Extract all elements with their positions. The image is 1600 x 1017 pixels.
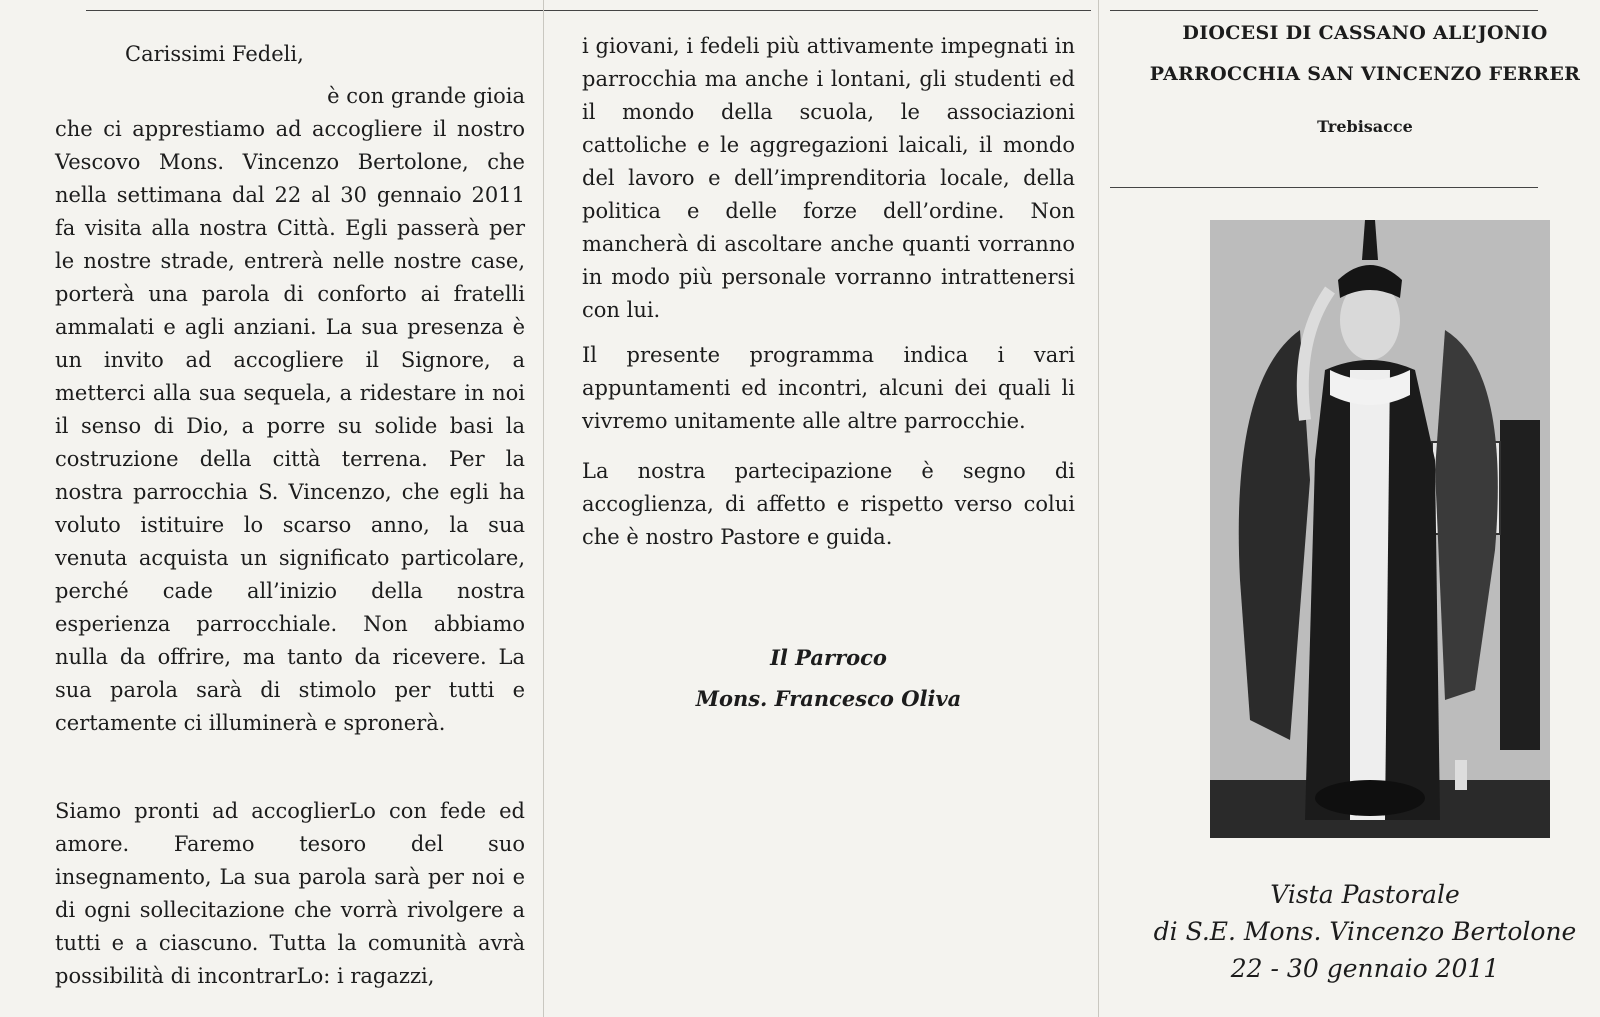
- paragraph-body-2: Siamo pronti ad accoglierLo con fede ed amore. Faremo tesoro del suo insegnamento, La sua parola sarà per noi e di ogni sollecitazione che vorrà rivolgere a tutti e a ciascuno. Tutta la comunità avrà possibilità di incontrarLo: i ragazzi,: [55, 799, 525, 988]
- town-name: Trebisacce: [1317, 117, 1413, 136]
- paragraph-program: Il presente programma indica i vari appuntamenti ed incontri, alcuni dei quali li vivremo unitamente alle altre parrocchie.: [582, 343, 1075, 433]
- fold-line-1: [543, 0, 544, 1017]
- saint-statue-photo: [1210, 220, 1550, 838]
- paragraph-participation: La nostra partecipazione è segno di accoglienza, di affetto e rispetto verso colui che è nostro Pastore e guida.: [582, 459, 1075, 549]
- paragraph-body: che ci apprestiamo ad accogliere il nostro Vescovo Mons. Vincenzo Bertolone, che nella settimana dal 22 al 30 gennaio 2011 fa visita alla nostra Città. Egli passerà per le nostre strade, entrerà nelle nostre case, porterà una parola di conforto ai fratelli ammalati e agli anziani. La sua presenza è un invito ad accogliere il Signore, a metterci alla sua sequela, a ridestare in noi il senso di Dio, a porre su solide basi la costruzione della città terrena. Per la nostra parrocchia S. Vincenzo, che egli ha voluto istituire lo scarso anno, la sua venuta acquista un significato particolare, perché cade all’inizio della nostra esperienza parrocchiale. Non abbiamo nulla da offrire, ma tanto da ricevere. La sua parola sarà di stimolo per tutti e certamente ci illuminerà e spronerà.: [55, 117, 525, 735]
- fold-line-2: [1098, 0, 1099, 1017]
- letter-paragraph-2: [55, 795, 525, 993]
- signature-name: Mons. Francesco Oliva: [695, 686, 962, 711]
- visit-dates: 22 - 30 gennaio 2011: [1230, 954, 1500, 983]
- statue-illustration: [1210, 220, 1550, 838]
- diocese-heading: DIOCESI DI CASSANO ALL’JONIO: [1182, 22, 1548, 44]
- letter-paragraph-1: [55, 80, 525, 740]
- paragraph-continuation: i giovani, i fedeli più attivamente impegnati in parrocchia ma anche i lontani, gli studenti ed il mondo della scuola, le associazioni cattoliche e le aggregazioni laicali, il mondo del lavoro e dell’imprenditoria locale, della politica e delle forze dell’ordine. Non mancherà di ascoltare anche quanti vorranno in modo più personale vorranno intrattenersi con lui.: [582, 34, 1075, 322]
- letter-paragraph-5: [582, 455, 1075, 554]
- visit-title: Vista Pastorale: [1270, 880, 1460, 909]
- visit-subtitle: di S.E. Mons. Vincenzo Bertolone: [1153, 917, 1577, 946]
- signature-role: Il Parroco: [770, 645, 887, 670]
- left-column: [55, 0, 525, 1017]
- parish-heading: PARROCCHIA SAN VINCENZO FERRER: [1149, 63, 1581, 85]
- paragraph-opening: è con grande gioia: [327, 84, 525, 108]
- salutation: Carissimi Fedeli,: [125, 42, 304, 66]
- letter-paragraph-3: [582, 30, 1075, 327]
- letter-paragraph-4: [582, 339, 1075, 438]
- middle-column: [582, 0, 1075, 1017]
